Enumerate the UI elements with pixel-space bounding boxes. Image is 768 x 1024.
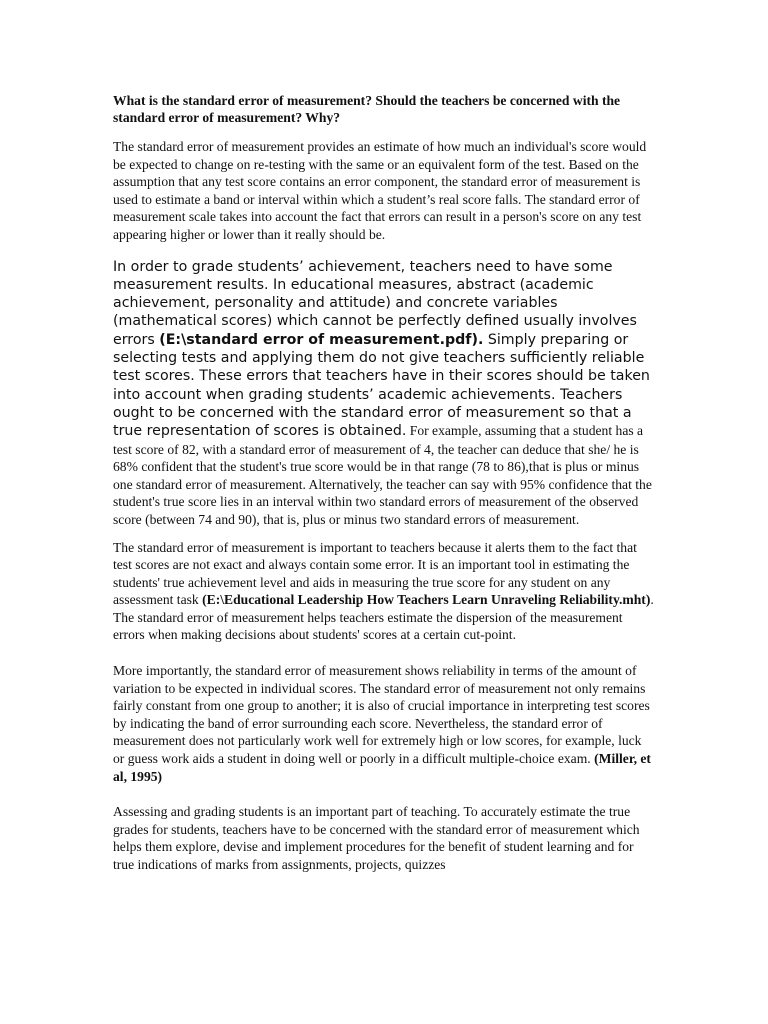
paragraph-grading-sans-text-1: In order to grade students’ achievement, teachers need to have some measurement results. In educational measures, abstract (academic achievement, personality and attitude) and concrete variables (mathematical scores) which cannot be perfectly defined usually involves errors bbox=[113, 258, 637, 348]
paragraph-importance-text-1: The standard error of measurement is important to teachers because it alerts them to the fact that test scores are not exact and always contain some error. It is an important tool in estimating the students' true achievement level and aids in measuring the true score for any student on any assessment task bbox=[113, 539, 637, 608]
paragraph-importance-text-2: . The standard error of measurement helps teachers estimate the dispersion of the measurement errors when making decisions about students' scores at a certain cut-point. bbox=[113, 592, 654, 643]
citation-pdf: (E:\standard error of measurement.pdf). bbox=[159, 331, 484, 348]
paragraph-conclusion: Assessing and grading students is an important part of teaching. To accurately estimate the true grades for students, teachers have to be concerned with the standard error of measurement which helps them explore, devise and implement procedures for the benefit of student learning and for true indications of marks from assignments, projects, quizzes bbox=[113, 804, 640, 872]
paragraph-reliability-text: More importantly, the standard error of measurement shows reliability in terms of the amount of variation to be expected in individual scores. The standard error of measurement not only remains fairly constant from one group to another; it is also of crucial importance in interpreting test scores by indicating the band of error surrounding each score. Nevertheless, the standard error of measurement does not particularly work well for extremely high or low scores, for example, luck or guess work aids a student in doing well or poorly in a difficult multiple-choice exam. bbox=[113, 663, 650, 767]
document-heading: What is the standard error of measurement? Should the teachers be concerned with the standard error of measurement? Why? bbox=[113, 93, 621, 125]
document-body bbox=[113, 92, 655, 884]
citation-miller: (Miller, et al, 1995) bbox=[113, 751, 651, 784]
paragraph-grading bbox=[113, 258, 655, 529]
paragraph-grading-example-text: For example, assuming that a student has a test score of 82, with a standard error of measurement of 4, the teacher can deduce that she/ he is 68% confident that the student's true score would be in that range (78 to 86),that is plus or minus one standard error of measurement. Alternatively, the teacher can say with 95% confidence that the student's true score lies in an interval within two standard errors of measurement of the observed score (between 74 and 90), that is, plus or minus two standard errors of measurement. bbox=[113, 423, 652, 527]
paragraph-reliability bbox=[113, 662, 655, 785]
paragraph-grading-sans-text-2: Simply preparing or selecting tests and applying them do not give teachers sufficiently reliable test scores. These errors that teachers have in their scores should be taken into account when grading students’ academic achievements. Teachers ought to be concerned with the standard error of measurement so that a true representation of scores is obtained. bbox=[113, 331, 650, 440]
citation-mht: (E:\Educational Leadership How Teachers Learn Unraveling Reliability.mht) bbox=[202, 592, 651, 608]
paragraph-definition: The standard error of measurement provides an estimate of how much an individual's score would be expected to change on re-testing with the same or an equivalent form of the test. Based on the assumption that any test score contains an error component, the standard error of measurement is used to estimate a band or interval within which a student’s real score falls. The standard error of measurement scale takes into account the fact that errors can result in a person's score on any test appearing higher or lower than it really should be. bbox=[113, 139, 647, 242]
paragraph-importance bbox=[113, 539, 655, 645]
